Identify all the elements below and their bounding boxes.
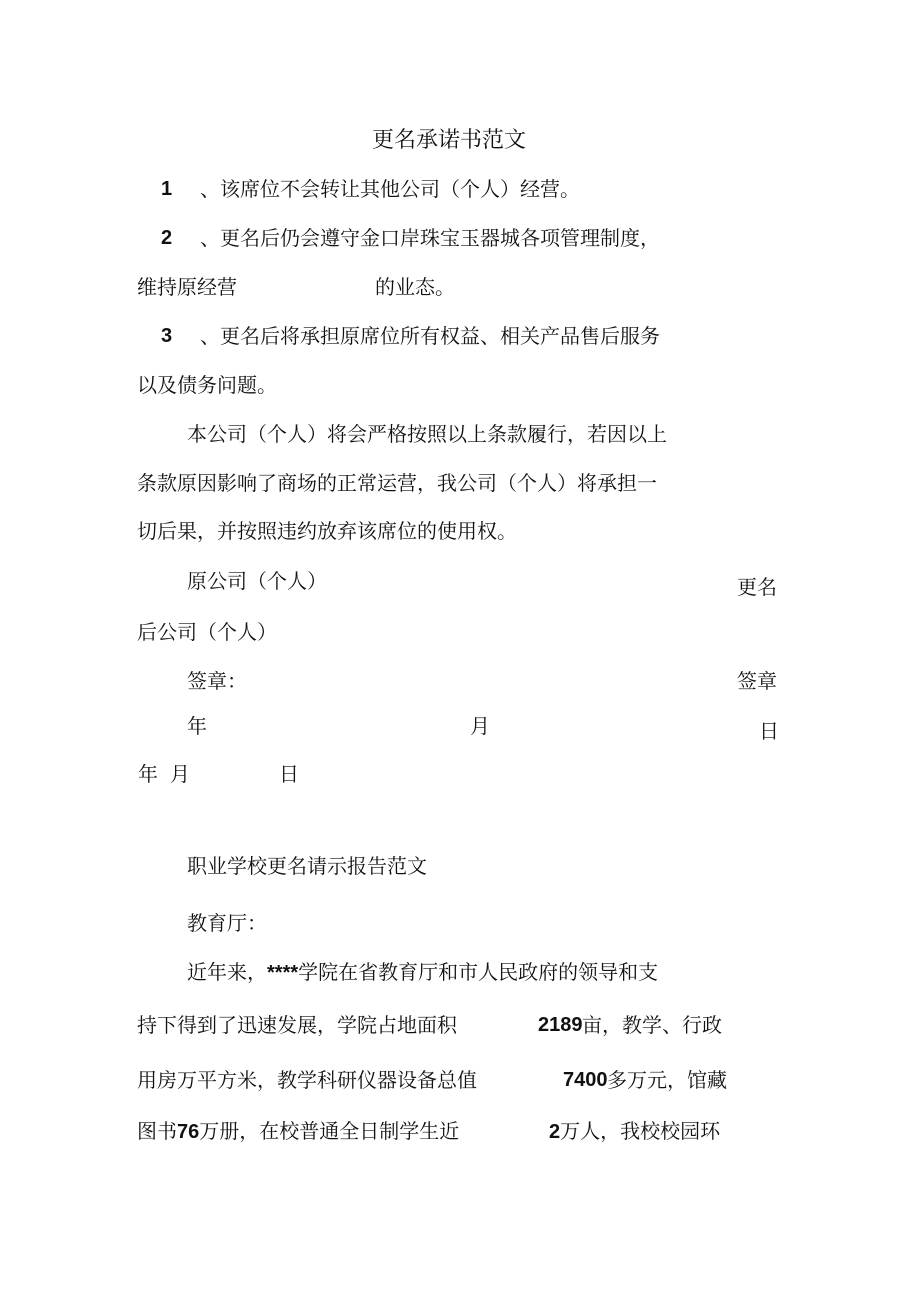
item-1-number: 1	[161, 178, 173, 200]
original-company-label: 原公司（个人）	[187, 569, 327, 593]
report-line-1: 近年来，****学院在省教育厅和市人民政府的领导和支	[187, 960, 659, 984]
report-line-4a: 图书76万册，在校普通全日制学生近	[137, 1119, 460, 1143]
report-line-3b: 多万元，馆藏	[607, 1068, 727, 1092]
report-line-3a: 用房万平方米，教学科研仪器设备总值	[137, 1068, 477, 1092]
signature-left-label: 签章：	[187, 669, 247, 693]
paragraph-line-1: 本公司（个人）将会严格按照以上条款履行，若因以上	[187, 422, 667, 446]
item-3-number: 3	[161, 325, 173, 347]
report-line-2a: 持下得到了迅速发展，学院占地面积	[137, 1013, 457, 1037]
date-year-1: 年	[187, 714, 207, 738]
item-2-continuation-a: 维持原经营	[137, 275, 237, 299]
report-line-3-number: 7400	[563, 1069, 608, 1091]
signature-right-label: 签章	[737, 669, 777, 693]
item-2-text: 、更名后仍会遵守金口岸珠宝玉器城各项管理制度，	[200, 226, 660, 250]
report-line-4b: 2万人，我校校园环	[549, 1119, 721, 1143]
report-line-2b: 亩，教学、行政	[582, 1013, 722, 1037]
date-month-1: 月	[470, 714, 490, 738]
renamed-company-label-a: 更名	[737, 575, 777, 599]
date-month-2: 月	[170, 762, 190, 786]
item-3-continuation: 以及债务问题。	[137, 373, 277, 397]
date-day-2: 日	[279, 762, 299, 786]
date-day-1: 日	[759, 719, 779, 743]
report-line-2-number: 2189	[538, 1014, 583, 1036]
document-title: 更名承诺书范文	[372, 128, 527, 153]
item-1-text: 、该席位不会转让其他公司（个人）经营。	[200, 177, 580, 201]
date-year-2: 年	[138, 762, 158, 786]
item-3-text: 、更名后将承担原席位所有权益、相关产品售后服务	[200, 324, 660, 348]
paragraph-line-3: 切后果，并按照违约放弃该席位的使用权。	[137, 519, 517, 543]
report-title: 职业学校更名请示报告范文	[187, 854, 427, 878]
report-addressee: 教育厅：	[187, 911, 267, 935]
item-2-continuation-b: 的业态。	[375, 275, 455, 299]
renamed-company-label-b: 后公司（个人）	[137, 620, 277, 644]
paragraph-line-2: 条款原因影响了商场的正常运营，我公司（个人）将承担一	[137, 471, 657, 495]
item-2-number: 2	[161, 227, 173, 249]
